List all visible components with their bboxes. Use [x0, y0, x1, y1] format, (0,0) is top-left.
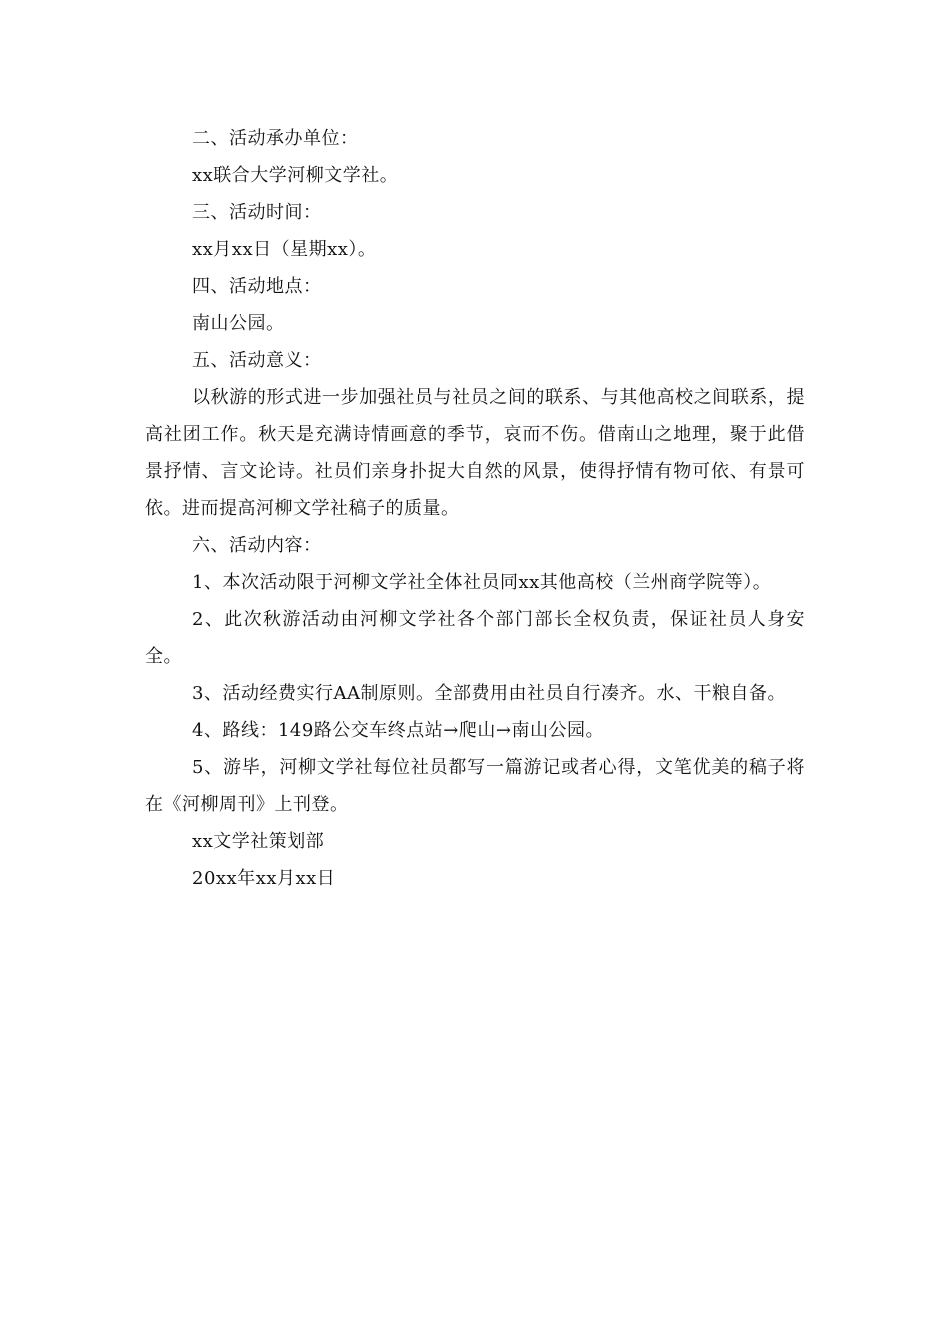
document-body	[145, 120, 805, 897]
content-item-1: 1、本次活动限于河柳文学社全体社员同xx其他高校（兰州商学院等）。	[192, 572, 772, 593]
signature: xx文学社策划部	[192, 831, 325, 852]
section-location-heading: 四、活动地点：	[192, 276, 322, 297]
content-item-5: 5、游毕，河柳文学社每位社员都写一篇游记或者心得，文笔优美的稿子将在《河柳周刊》上刊登。	[145, 757, 805, 815]
significance-paragraph: 以秋游的形式进一步加强社员与社员之间的联系、与其他高校之间联系，提高社团工作。秋天是充满诗情画意的季节，哀而不伤。借南山之地理，聚于此借景抒情、言文论诗。社员们亲身扑捉大自然的风景，使得抒情有物可依、有景可依。进而提高河柳文学社稿子的质量。	[145, 387, 805, 519]
content-item-2: 2、此次秋游活动由河柳文学社各个部门部长全权负责，保证社员人身安全。	[145, 609, 805, 667]
document-date: 20xx年xx月xx日	[192, 868, 336, 889]
time-text: xx月xx日（星期xx）。	[192, 239, 377, 260]
content-item-4: 4、路线：149路公交车终点站→爬山→南山公园。	[192, 720, 604, 741]
organizer-text: xx联合大学河柳文学社。	[192, 165, 399, 186]
section-time-heading: 三、活动时间：	[192, 202, 322, 223]
content-item-3: 3、活动经费实行AA制原则。全部费用由社员自行凑齐。水、干粮自备。	[192, 683, 786, 704]
section-significance-heading: 五、活动意义：	[192, 350, 322, 371]
section-organizer-heading: 二、活动承办单位：	[192, 128, 359, 149]
location-text: 南山公园。	[192, 313, 285, 334]
section-content-heading: 六、活动内容：	[192, 535, 322, 556]
